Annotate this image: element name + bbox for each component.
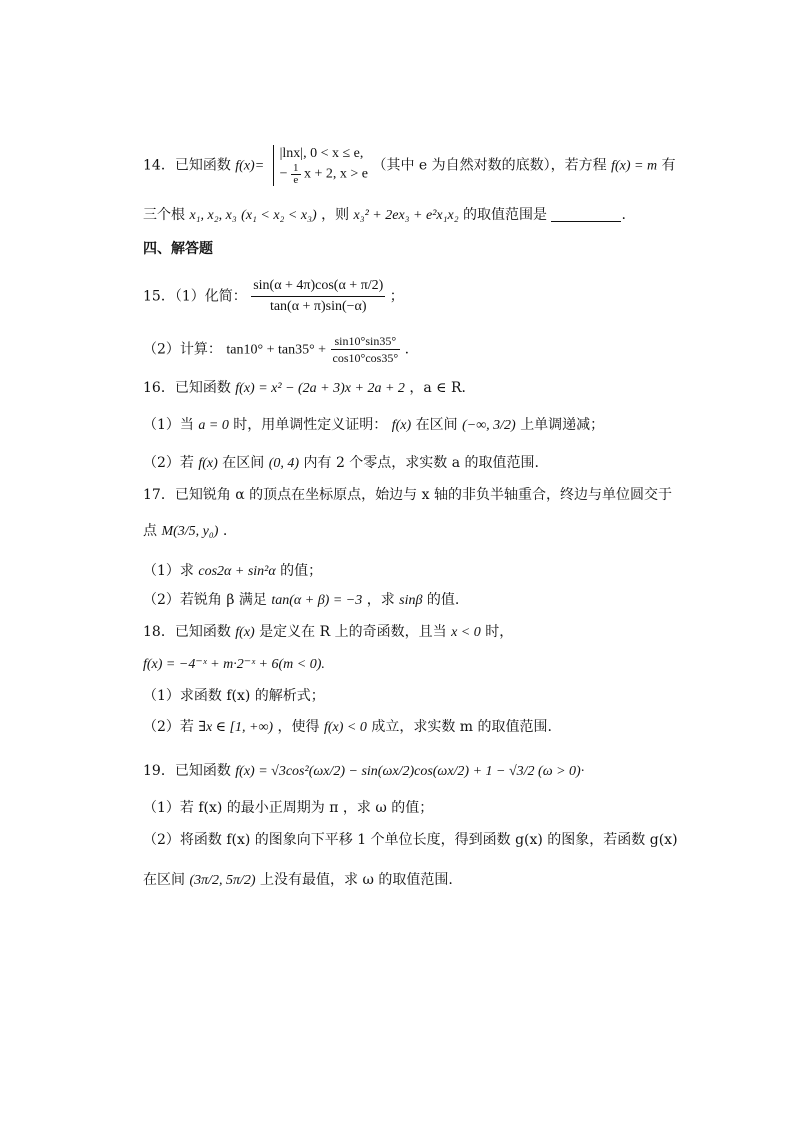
q15-line1 bbox=[143, 276, 652, 317]
q16-p2-post: 内有 2 个零点，求实数 a 的取值范围. bbox=[303, 455, 540, 471]
q15-part2-expr: tan10° + tan35° + bbox=[226, 342, 327, 358]
q17-stem2-pre: 点 bbox=[143, 523, 157, 539]
q16-p1-cond: a = 0 bbox=[198, 418, 229, 433]
q16-p1-mid2: 在区间 bbox=[415, 417, 458, 433]
q14-case2-rest: x + 2, x > e bbox=[304, 166, 369, 182]
q16-p2-pre: （2）若 bbox=[143, 455, 194, 471]
q14-frac-num: 1 bbox=[293, 162, 299, 174]
q14-equation: f(x) = m bbox=[611, 158, 658, 174]
q14-frac-den: e bbox=[293, 174, 299, 186]
q19-formula: f(x) = √3cos²(ωx/2) − sin(ωx/2)cos(ωx/2) + 1 − √3/2 (ω > 0)· bbox=[235, 764, 585, 779]
q17-point: M(3/5, y₀) bbox=[161, 524, 219, 539]
section-heading: 四、解答题 bbox=[143, 241, 213, 257]
q17-stem-line2 bbox=[143, 520, 652, 543]
q15-stem: 15．（1）化简： bbox=[143, 288, 247, 305]
q17-part1 bbox=[143, 560, 652, 583]
q19-p2-interval: (3π/2, 5π/2) bbox=[189, 873, 256, 888]
q16-p1-post: 上单调递减； bbox=[520, 417, 605, 433]
q17-p1-expr: cos2α + sin²α bbox=[198, 564, 276, 579]
q19-part2-line2 bbox=[143, 869, 652, 892]
q19-stem-line bbox=[143, 760, 652, 783]
q14-answer-blank[interactable] bbox=[551, 207, 621, 222]
q18-p2-expr: ∃x ∈ [1, +∞) bbox=[198, 720, 274, 735]
q19-part1: （1）若 f(x) 的最小正周期为 π ，求 ω 的值； bbox=[143, 800, 434, 816]
q16-p2-interval: (0, 4) bbox=[268, 456, 300, 471]
q16-stem-line bbox=[143, 377, 652, 400]
q16-p1-pre: （1）当 bbox=[143, 417, 194, 433]
q16-domain: ，a ∈ R． bbox=[409, 380, 476, 396]
q18-p2-post: 成立，求实数 m 的取值范围. bbox=[371, 719, 552, 735]
q14-piecewise bbox=[273, 145, 368, 186]
q14-roots: x₁, x₂, x₃ bbox=[189, 208, 237, 223]
q15-part2-num: sin10°sin35° bbox=[331, 333, 401, 350]
q16-part2 bbox=[143, 452, 652, 475]
q17-p1-post: 的值； bbox=[280, 563, 323, 579]
q16-p1-fx: f(x) bbox=[391, 418, 412, 433]
q17-stem: 17．已知锐角 α 的顶点在坐标原点，始边与 x 轴的非负半轴重合，终边与单位圆交于 bbox=[143, 487, 672, 503]
q17-p2-expr2: sinβ bbox=[399, 593, 423, 608]
q15-end2: . bbox=[404, 341, 410, 358]
q15-line2 bbox=[143, 333, 652, 366]
q17-p1-pre: （1）求 bbox=[143, 563, 194, 579]
q15-part2-den: cos10°cos35° bbox=[332, 351, 399, 365]
q15-denominator: tan(α + π)sin(−α) bbox=[269, 299, 367, 314]
q18-formula: f(x) = −4⁻ˣ + m·2⁻ˣ + 6(m < 0). bbox=[143, 657, 325, 672]
q17-stem2-post: . bbox=[222, 523, 228, 539]
q18-part1: （1）求函数 f(x) 的解析式； bbox=[143, 688, 325, 704]
q16-p2-mid: 在区间 bbox=[222, 455, 265, 471]
q18-stem-line bbox=[143, 621, 652, 644]
q17-p2-mid: ，求 bbox=[366, 592, 395, 608]
q14-stem: 14．已知函数 bbox=[143, 157, 231, 174]
q18-p2-expr2: f(x) < 0 bbox=[324, 720, 367, 735]
q14-fx: f(x)= bbox=[235, 158, 265, 174]
q14-line1 bbox=[143, 145, 676, 186]
q19-stem-pre: 19．已知函数 bbox=[143, 763, 231, 779]
q16-part1 bbox=[143, 414, 652, 437]
q14-note: （其中 e 为自然对数的底数），若方程 bbox=[372, 157, 607, 174]
q16-function: f(x) = x² − (2a + 3)x + 2a + 2 bbox=[235, 381, 405, 396]
q16-p1-mid: 时，用单调性定义证明： bbox=[233, 417, 388, 433]
q19-p2-post: 上没有最值，求 ω 的取值范围. bbox=[260, 872, 453, 888]
q14-order: (x₁ < x₂ < x₃) bbox=[241, 208, 317, 223]
q14-case2-frac bbox=[291, 163, 301, 186]
q18-part2 bbox=[143, 716, 652, 739]
q18-p2-pre: （2）若 bbox=[143, 719, 194, 735]
q15-end1: ； bbox=[389, 288, 404, 305]
q18-stem-cond: x < 0 bbox=[451, 625, 481, 640]
q17-part2 bbox=[143, 589, 652, 612]
q17-p2-post: 的值. bbox=[426, 592, 460, 608]
q14-case1: |lnx|, 0 < x ≤ e, bbox=[279, 146, 364, 161]
q15-numerator: sin(α + 4π)cos(α + π/2) bbox=[251, 276, 385, 297]
q14-line2 bbox=[143, 204, 652, 227]
q18-stem-pre: 18．已知函数 bbox=[143, 624, 231, 640]
q14-end: . bbox=[621, 207, 626, 223]
q18-stem-post: 时， bbox=[485, 624, 514, 640]
q18-stem-mid: 是定义在 R 上的奇函数，且当 bbox=[259, 624, 447, 640]
q14-case2-sign: − bbox=[279, 166, 288, 182]
q18-p2-mid: ，使得 bbox=[277, 719, 320, 735]
q19-p2-pre: 在区间 bbox=[143, 872, 185, 888]
q15-part2-fraction bbox=[331, 333, 401, 366]
q14-tail: 有 bbox=[661, 157, 676, 174]
q16-p1-interval: (−∞, 3/2) bbox=[462, 418, 516, 433]
q14-line2-mid: ，则 bbox=[321, 207, 350, 223]
q18-stem-fx: f(x) bbox=[235, 625, 255, 640]
q16-stem: 16．已知函数 bbox=[143, 380, 231, 396]
q14-expression: x₃² + 2ex₃ + e²x₁x₂ bbox=[353, 208, 459, 223]
q14-case2 bbox=[280, 163, 368, 186]
q17-p2-expr: tan(α + β) = −3 bbox=[271, 593, 363, 608]
q19-part2-line1: （2）将函数 f(x) 的图象向下平移 1 个单位长度，得到函数 g(x) 的图象，若函数 g(x) bbox=[143, 832, 678, 848]
q15-part2-label: （2）计算： bbox=[143, 341, 222, 358]
q16-p2-fx: f(x) bbox=[198, 456, 218, 471]
q14-line2-post: 的取值范围是 bbox=[463, 207, 548, 223]
q14-line2-pre: 三个根 bbox=[143, 207, 185, 223]
q15-fraction bbox=[251, 276, 385, 317]
q17-p2-pre: （2）若锐角 β 满足 bbox=[143, 592, 267, 608]
